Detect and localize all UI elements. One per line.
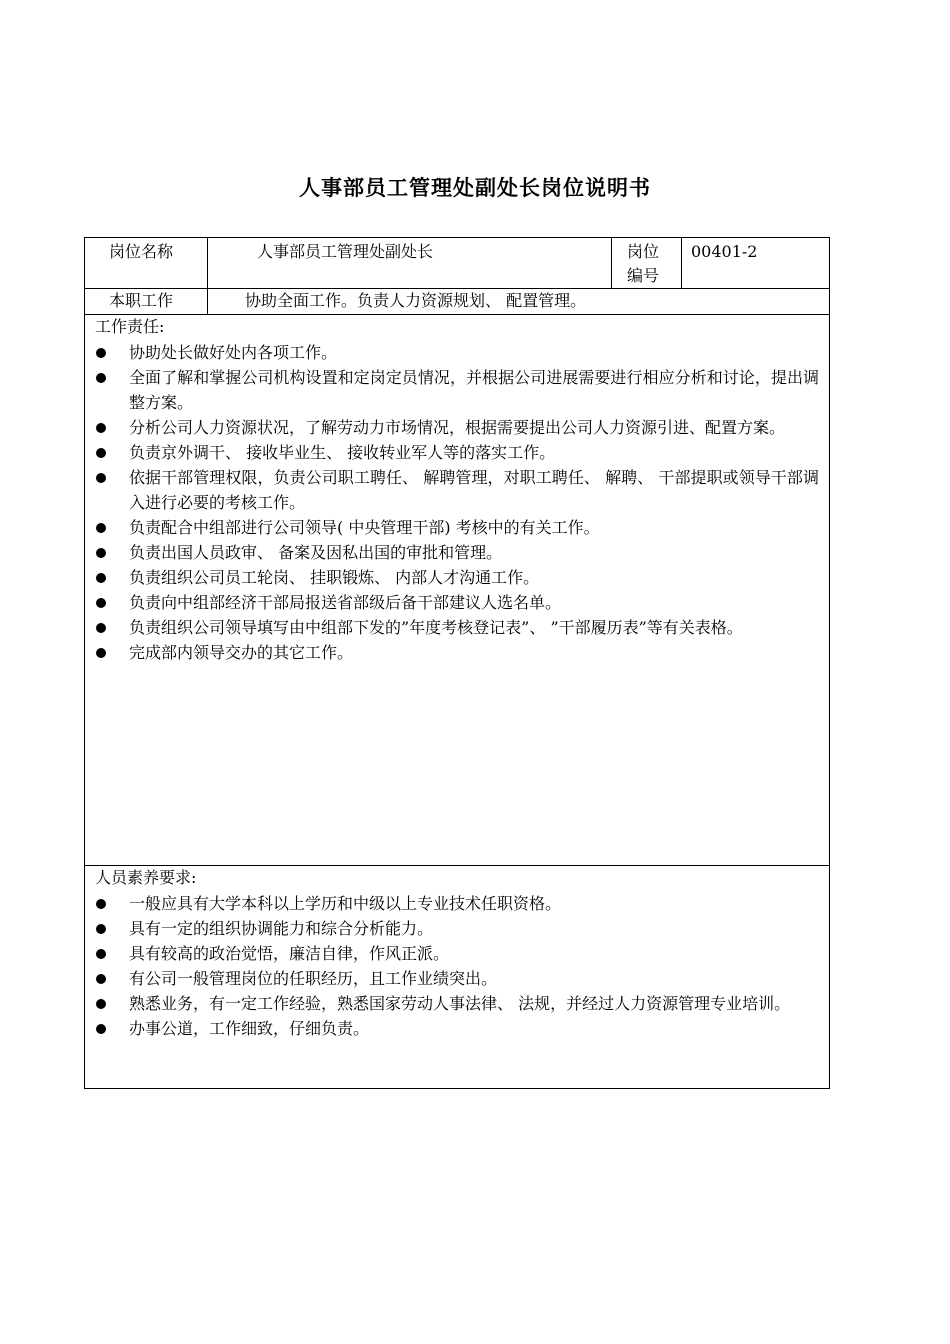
bullet-icon [96,623,106,633]
bullet-icon [96,924,106,934]
bullet-icon [96,423,106,433]
list-item: 负责出国人员政审、 备案及因私出国的审批和管理。 [85,540,829,565]
column-divider [611,238,612,288]
position-name-label: 岗位名称 [109,242,174,261]
requirements-heading: 人员素养要求: [95,868,197,887]
position-no-value: 00401-2 [691,242,758,261]
list-item: 一般应具有大学本科以上学历和中级以上专业技术任职资格。 [85,891,829,916]
bullet-icon [96,573,106,583]
duty-label: 本职工作 [109,291,174,310]
bullet-icon [96,899,106,909]
row-divider [85,314,829,315]
responsibilities-list [85,340,829,665]
position-no-label-line1: 岗位 [627,242,660,261]
requirements-list [85,891,829,1041]
bullet-icon [96,598,106,608]
bullet-icon [96,999,106,1009]
list-item: 有公司一般管理岗位的任职经历，且工作业绩突出。 [85,966,829,991]
bullet-icon [96,548,106,558]
list-item: 负责组织公司员工轮岗、 挂职锻炼、 内部人才沟通工作。 [85,565,829,590]
list-item: 熟悉业务，有一定工作经验，熟悉国家劳动人事法律、 法规，并经过人力资源管理专业培训。 [85,991,829,1016]
bullet-icon [96,473,106,483]
list-item: 负责组织公司领导填写由中组部下发的”年度考核登记表”、 ”干部履历表”等有关表格。 [85,615,829,640]
responsibilities-heading: 工作责任: [95,317,165,336]
bullet-icon [96,448,106,458]
position-name-value: 人事部员工管理处副处长 [257,242,434,261]
list-item: 协助处长做好处内各项工作。 [85,340,829,365]
list-item: 分析公司人力资源状况，了解劳动力市场情况，根据需要提出公司人力资源引进、配置方案。 [85,415,829,440]
column-divider [681,238,682,288]
document-title: 人事部员工管理处副处长岗位说明书 [299,176,651,200]
column-divider [207,238,208,314]
row-divider [85,865,829,866]
list-item: 具有一定的组织协调能力和综合分析能力。 [85,916,829,941]
list-item: 负责京外调干、 接收毕业生、 接收转业军人等的落实工作。 [85,440,829,465]
list-item: 具有较高的政治觉悟，廉洁自律，作风正派。 [85,941,829,966]
bullet-icon [96,648,106,658]
bullet-icon [96,974,106,984]
list-item: 全面了解和掌握公司机构设置和定岗定员情况，并根据公司进展需要进行相应分析和讨论，提出调整方案。 [85,365,829,415]
list-item: 依据干部管理权限，负责公司职工聘任、 解聘管理，对职工聘任、 解聘、 干部提职或领导干部调入进行必要的考核工作。 [85,465,829,515]
list-item: 负责配合中组部进行公司领导( 中央管理干部) 考核中的有关工作。 [85,515,829,540]
list-item: 负责向中组部经济干部局报送省部级后备干部建议人选名单。 [85,590,829,615]
duty-value: 协助全面工作。负责人力资源规划、 配置管理。 [245,291,587,310]
bullet-icon [96,373,106,383]
position-no-label-line2: 编号 [627,266,660,285]
bullet-icon [96,523,106,533]
bullet-icon [96,949,106,959]
list-item: 完成部内领导交办的其它工作。 [85,640,829,665]
bullet-icon [96,1024,106,1034]
list-item: 办事公道，工作细致，仔细负责。 [85,1016,829,1041]
job-description-table [84,237,830,1089]
bullet-icon [96,348,106,358]
